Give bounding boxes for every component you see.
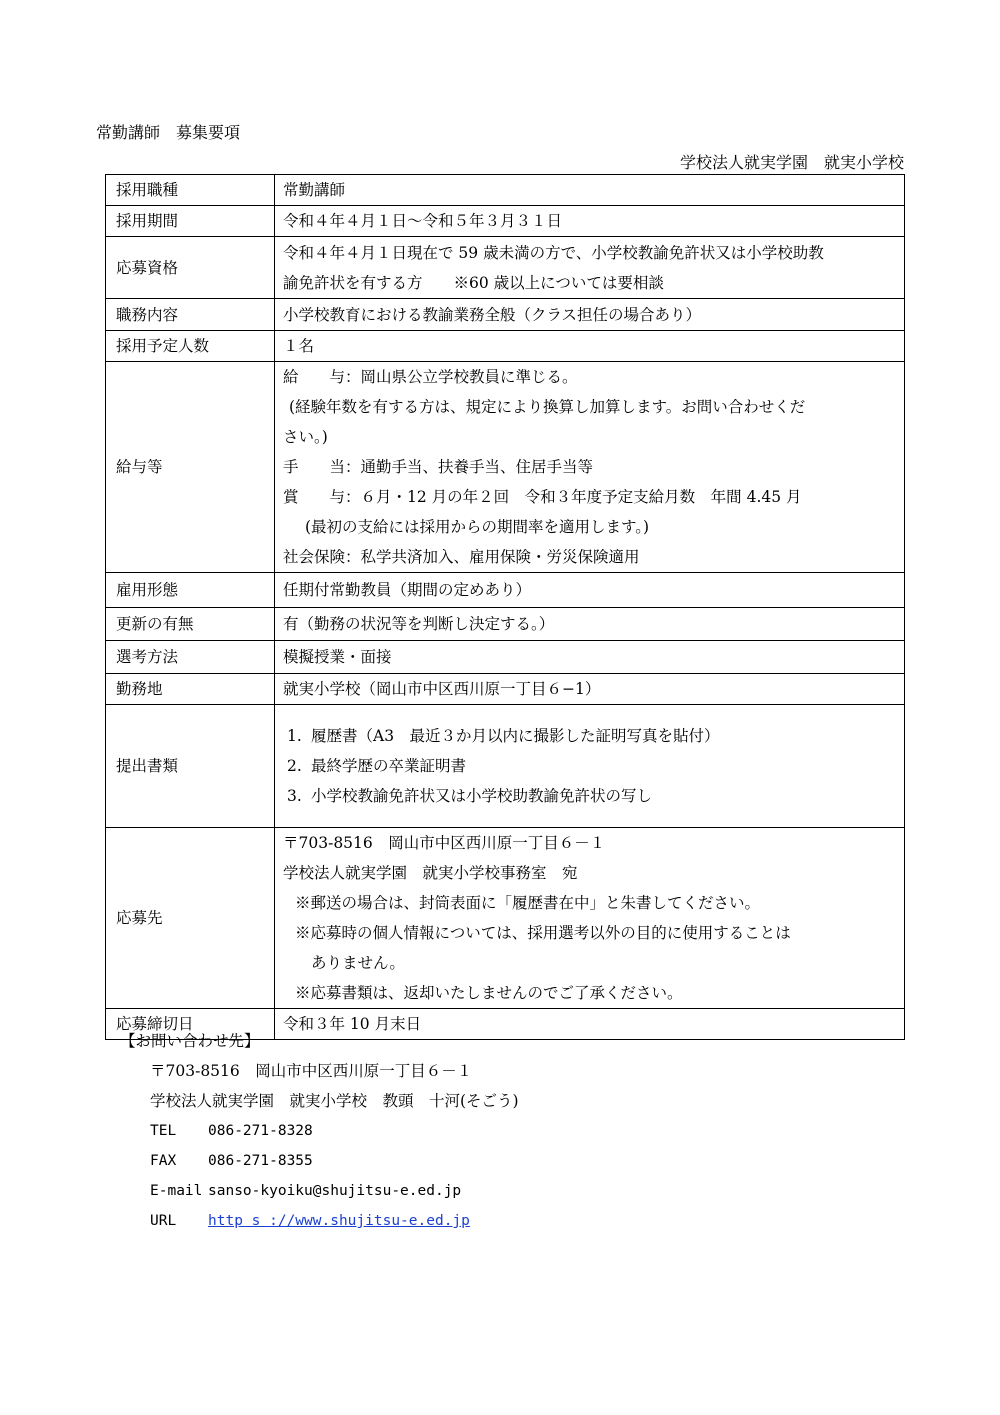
contact-section [120,1026,519,1236]
website-link[interactable]: http s ://www.shujitsu-e.ed.jp [208,1213,470,1229]
tel-label: TEL [150,1123,177,1139]
destination-line-1: 〒703-8516 岡山市中区西川原一丁目６－１ [283,834,606,852]
salary-line-7: 社会保険：私学共済加入、雇用保険・労災保険適用 [283,548,640,566]
salary-line-3: さい。) [283,428,328,446]
document-item-number: 3. [287,787,302,805]
job-type-label: 採用職種 [106,175,275,206]
contact-address: 〒703-8516 岡山市中区西川原一丁目６－１ [150,1062,473,1080]
contact-url [120,1206,519,1236]
salary-line-6: (最初の支給には採用からの期間率を適用します。) [305,518,650,536]
selection-label: 選考方法 [106,641,275,674]
fax-label: FAX [150,1153,177,1169]
row-qualification [106,237,905,299]
employment-value: 任期付常勤教員（期間の定めあり） [275,573,905,608]
salary-line-2: (経験年数を有する方は、規定により換算し加算します。お問い合わせくだ [289,398,806,416]
email-value[interactable]: sanso-kyoiku@shujitsu-e.ed.jp [208,1183,462,1199]
qualification-value [275,237,905,299]
document-item [283,751,896,781]
deadline-value: 令和３年 10 月末日 [275,1009,905,1040]
row-headcount [106,331,905,362]
period-label: 採用期間 [106,206,275,237]
fax-value: 086-271-8355 [208,1153,313,1169]
url-label: URL [150,1213,177,1229]
contact-heading: 【お問い合わせ先】 [120,1032,260,1050]
row-employment [106,573,905,608]
destination-line-5: ありません。 [311,954,405,972]
headcount-label: 採用予定人数 [106,331,275,362]
documents-label: 提出書類 [106,705,275,828]
document-item [283,781,896,811]
destination-label: 応募先 [106,828,275,1009]
renewal-value: 有（勤務の状況等を判断し決定する。） [275,608,905,641]
salary-value [275,362,905,573]
destination-line-4: ※応募時の個人情報については、採用選考以外の目的に使用することは [295,924,791,942]
workplace-label: 勤務地 [106,674,275,705]
qualification-label: 応募資格 [106,237,275,299]
salary-line-1: 給 与：岡山県公立学校教員に準じる。 [283,368,578,386]
row-renewal [106,608,905,641]
headcount-value: １名 [275,331,905,362]
row-workplace [106,674,905,705]
salary-line-4: 手 当：通勤手当、扶養手当、住居手当等 [283,458,594,476]
contact-fax [120,1146,519,1176]
selection-value: 模擬授業・面接 [275,641,905,674]
tel-value: 086-271-8328 [208,1123,313,1139]
row-duties [106,299,905,331]
duties-value: 小学校教育における教諭業務全般（クラス担任の場合あり） [275,299,905,331]
job-type-value: 常勤講師 [275,175,905,206]
document-item-number: 1. [287,727,302,745]
document-item-text: 最終学歴の卒業証明書 [311,757,467,775]
destination-line-6: ※応募書類は、返却いたしませんのでご了承ください。 [295,984,683,1002]
document-item-text: 履歴書（A3 最近３か月以内に撮影した証明写真を貼付） [311,727,720,745]
email-label: E-mail [150,1183,203,1199]
salary-line-5: 賞 与：６月・12 月の年２回 令和３年度予定支給月数 年間 4.45 月 [283,488,802,506]
document-item-number: 2. [287,757,302,775]
row-job-type [106,175,905,206]
row-selection [106,641,905,674]
contact-tel [120,1116,519,1146]
contact-person: 学校法人就実学園 就実小学校 教頭 十河(そごう) [150,1092,519,1110]
requirements-table [105,174,905,1040]
destination-value [275,828,905,1009]
destination-line-2: 学校法人就実学園 就実小学校事務室 宛 [283,864,578,882]
workplace-value: 就実小学校（岡山市中区西川原一丁目６−1） [275,674,905,705]
contact-email [120,1176,519,1206]
row-documents [106,705,905,828]
qualification-line-2: 諭免許状を有する方 ※60 歳以上については要相談 [283,273,664,292]
row-salary [106,362,905,573]
duties-label: 職務内容 [106,299,275,331]
employment-label: 雇用形態 [106,573,275,608]
document-item-text: 小学校教諭免許状又は小学校助教諭免許状の写し [311,787,653,805]
renewal-label: 更新の有無 [106,608,275,641]
document-item [283,721,896,751]
qualification-line-1: 令和４年４月１日現在で 59 歳未満の方で、小学校教諭免許状又は小学校助教 [283,243,824,262]
row-destination [106,828,905,1009]
organization-name: 学校法人就実学園 就実小学校 [679,153,904,172]
deadline-label: 応募締切日 [106,1009,275,1040]
documents-value [275,705,905,828]
page-title: 常勤講師 募集要項 [96,123,241,142]
period-value: 令和４年４月１日～令和５年３月３１日 [275,206,905,237]
destination-line-3: ※郵送の場合は、封筒表面に「履歴書在中」と朱書してください。 [295,894,761,912]
row-period [106,206,905,237]
salary-label: 給与等 [106,362,275,573]
